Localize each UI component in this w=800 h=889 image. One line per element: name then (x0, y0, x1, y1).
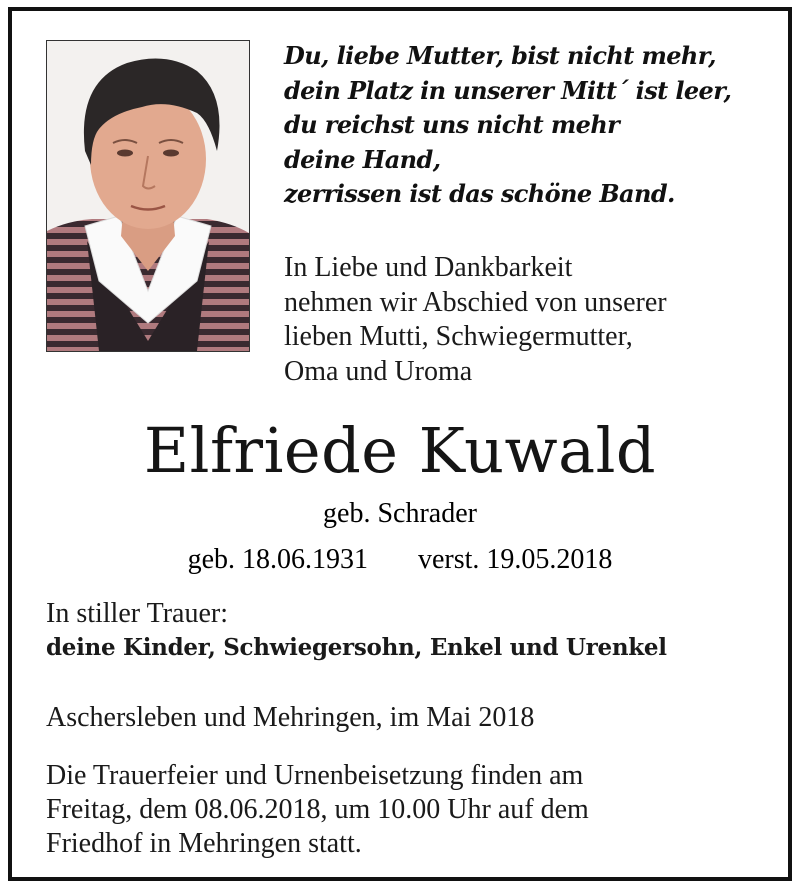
ceremony-line: Friedhof in Mehringen statt. (46, 828, 362, 859)
intro-line: Oma und Uroma (284, 355, 473, 387)
farewell-intro (284, 251, 784, 389)
life-dates (12, 543, 788, 577)
place-date (46, 701, 786, 735)
mourners-family: deine Kinder, Schwiegersohn, Enkel und Urenkel (46, 634, 667, 661)
memorial-poem (284, 39, 784, 212)
poem-line: dein Platz in unserer Mitt´ ist leer, (284, 75, 732, 105)
poem-line: du reichst uns nicht mehr (284, 110, 620, 139)
birth-date: geb. 18.06.1931 (187, 544, 368, 575)
deceased-name: Elfriede Kuwald (143, 414, 657, 487)
death-date: verst. 19.05.2018 (418, 544, 613, 575)
portrait-illustration (47, 41, 249, 351)
poem-line: deine Hand, (284, 144, 441, 174)
intro-line: nehmen wir Abschied von unserer (284, 286, 667, 318)
place-date-text: Aschersleben und Mehringen, im Mai 2018 (46, 702, 535, 733)
ceremony-line: Die Trauerfeier und Urnenbeisetzung finden am (46, 760, 584, 791)
poem-line: zerrissen ist das schöne Band. (284, 179, 675, 208)
intro-line: In Liebe und Dankbarkeit (284, 252, 573, 283)
maiden-name: geb. Schrader (323, 498, 477, 529)
poem-line: Du, liebe Mutter, bist nicht mehr, (284, 41, 716, 70)
obituary-notice (8, 7, 792, 881)
ceremony-info (46, 759, 786, 861)
mourners-block (46, 597, 786, 665)
ceremony-line: Freitag, dem 08.06.2018, um 10.00 Uhr auf dem (46, 794, 589, 825)
mourners-heading: In stiller Trauer: (46, 598, 228, 629)
portrait-photo (46, 40, 250, 352)
intro-line: lieben Mutti, Schwiegermutter, (284, 321, 633, 352)
